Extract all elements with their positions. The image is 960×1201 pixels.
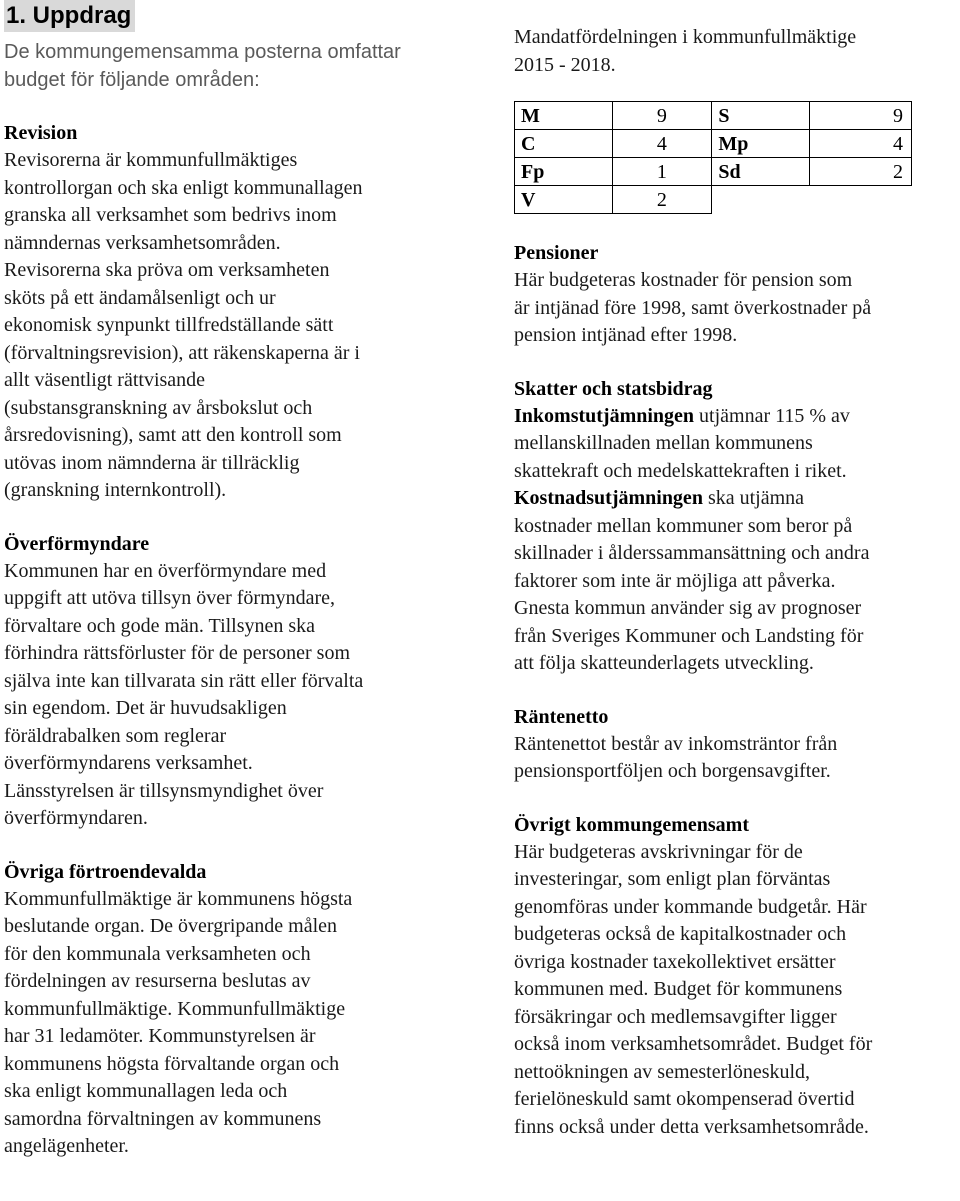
seats-cell: 2 <box>810 158 912 186</box>
section-overformyndare <box>4 531 474 833</box>
seats-cell: 1 <box>612 158 712 186</box>
left-column <box>4 0 474 1161</box>
pensioner-heading: Pensioner <box>514 242 599 264</box>
party-cell: V <box>515 186 613 214</box>
seats-cell: 4 <box>612 130 712 158</box>
kostnadsutjamning-paragraph <box>514 485 958 678</box>
seats-cell: 9 <box>810 102 912 130</box>
empty-cell <box>712 186 810 214</box>
ovrigt-heading: Övrigt kommungemensamt <box>514 813 749 836</box>
ovriga-fortroendevalda-heading: Övriga förtroendevalda <box>4 860 207 883</box>
overformyndare-text: Kommunen har en överförmyndare med uppgift att utöva tillsyn över förmyndare, förvaltare och gode män. Tillsynen ska förhindra rättsförluster för de personer som själva inte kan tillvarata sin rätt eller förvalta sin egendom. Det är huvudsakligen föräldrabalken som reglerar överförmyndarens verksamhet. Länsstyrelsen är tillsynsmyndighet över överförmyndaren. <box>4 559 364 829</box>
section-ovrigt <box>514 812 958 1142</box>
seats-cell: 4 <box>810 130 912 158</box>
rantenetto-text: Räntenettot består av inkomsträntor från pensionsportföljen och borgensavgifter. <box>514 732 838 782</box>
right-column <box>514 24 958 1141</box>
pensioner-text: Här budgeteras kostnader för pension som är intjänad före 1998, samt överkostnader på pension intjänad efter 1998. <box>514 269 872 346</box>
skatter-heading: Skatter och statsbidrag <box>514 377 713 400</box>
party-cell: S <box>712 102 810 130</box>
party-cell: Sd <box>712 158 810 186</box>
ovrigt-text: Här budgeteras avskrivningar för de investeringar, som enligt plan förväntas genomföras under kommande budgetår. Här budgeteras också de kapitalkostnader och övriga kostnader taxekollektivet ersätter kommunen med. Budget för kommunens försäkringar och medlemsavgifter ligger också inom verksamhetsområdet. Budget för nettoökningen av semesterlöneskuld, ferielöneskuld samt okompenserad övertid finns också under detta verksamhetsområde. <box>514 840 873 1138</box>
seats-cell: 9 <box>612 102 712 130</box>
party-cell: Mp <box>712 130 810 158</box>
section-skatter <box>514 376 958 678</box>
empty-cell <box>810 186 912 214</box>
section-pensioner <box>514 240 958 350</box>
kostnadsutjamning-text: ska utjämna kostnader mellan kommuner som beror på skillnader i ålderssammansättning och andra faktorer som inte är möjliga att påverka. Gnesta kommun använder sig av prognoser från Sveriges Kommuner och Landsting för att följa skatteunderlagets utveckling. <box>514 487 870 674</box>
seats-cell: 2 <box>612 186 712 214</box>
revision-heading: Revision <box>4 122 78 144</box>
intro-text: De kommungemensamma posterna omfattar budget för följande områden: <box>4 41 401 91</box>
inkomstutjamning-paragraph <box>514 403 958 486</box>
party-cell: Fp <box>515 158 613 186</box>
rantenetto-heading: Räntenetto <box>514 705 609 728</box>
section-revision <box>4 120 474 505</box>
table-row <box>515 102 912 130</box>
party-cell: C <box>515 130 613 158</box>
ovriga-fortroendevalda-text: Kommunfullmäktige är kommunens högsta beslutande organ. De övergripande målen för den kommunala verksamheten och fördelningen av resurserna beslutas av kommunfullmäktige. Kommunfullmäktige har 31 ledamöter. Kommunstyrelsen är kommunens högsta förvaltande organ och ska enligt kommunallagen leda och samordna förvaltningen av kommunens angelägenheter. <box>4 887 353 1157</box>
mandate-table <box>514 101 912 214</box>
inkomstutjamning-text: utjämnar 115 % av mellanskillnaden mellan kommunens skattekraft och medelskattekraften i riket. <box>514 404 850 482</box>
kostnadsutjamning-term: Kostnadsutjämningen <box>514 487 703 509</box>
mandat-intro: Mandatfördelningen i kommunfullmäktige 2015 - 2018. <box>514 26 857 76</box>
revision-text: Revisorerna är kommunfullmäktiges kontrollorgan och ska enligt kommunallagen granska all verksamhet som bedrivs inom nämndernas verksamhetsområden. Revisorerna ska pröva om verksamheten sköts på ett ändamålsenligt och ur ekonomisk synpunkt tillfredställande sätt (förvaltningsrevision), att räkenskaperna är i allt väsentligt rättvisande (substansgranskning av årsbokslut och årsredovisning), samt att den kontroll som utövas inom nämnderna är tillräcklig (granskning internkontroll). <box>4 149 363 501</box>
table-row <box>515 158 912 186</box>
section-ovriga-fortroendevalda <box>4 859 474 1161</box>
inkomstutjamning-term: Inkomstutjämningen <box>514 404 695 427</box>
section-title: 1. Uppdrag <box>4 0 135 32</box>
table-row <box>515 186 912 214</box>
table-row <box>515 130 912 158</box>
party-cell: M <box>515 102 613 130</box>
overformyndare-heading: Överförmyndare <box>4 532 150 555</box>
section-rantenetto <box>514 704 958 786</box>
